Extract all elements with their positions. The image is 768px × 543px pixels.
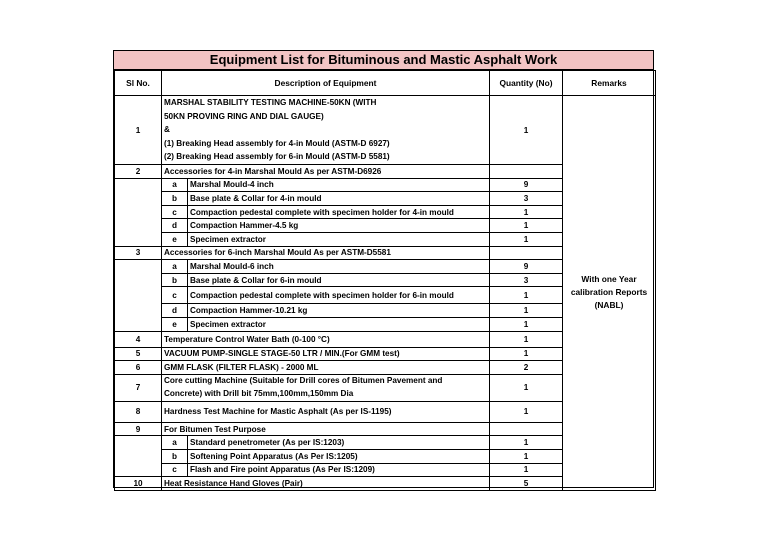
item-quantity <box>490 422 563 436</box>
item-quantity: 1 <box>490 96 563 165</box>
sub-description: Specimen extractor <box>188 232 490 246</box>
sub-letter: b <box>162 192 188 206</box>
desc-line: & <box>164 125 170 135</box>
sl-number: 8 <box>115 401 162 422</box>
sub-description: Base plate & Collar for 4-in mould <box>188 192 490 206</box>
sub-quantity: 1 <box>490 205 563 219</box>
sub-description: Base plate & Collar for 6-in mould <box>188 273 490 287</box>
desc-line: 50KN PROVING RING AND DIAL GAUGE) <box>164 111 324 121</box>
item-description <box>162 96 490 165</box>
table-row <box>115 96 656 165</box>
sub-quantity: 9 <box>490 178 563 192</box>
desc-line: Concrete) with Drill bit 75mm,100mm,150mm Dia <box>164 388 354 398</box>
sub-letter: c <box>162 205 188 219</box>
sub-description: Specimen extractor <box>188 317 490 331</box>
sheet-title: Equipment List for Bituminous and Mastic Asphalt Work <box>114 51 653 70</box>
sl-number: 7 <box>115 374 162 401</box>
sub-letter: e <box>162 317 188 331</box>
sl-number: 9 <box>115 422 162 436</box>
item-description: Temperature Control Water Bath (0-100 °C) <box>162 331 490 347</box>
item-description: Accessories for 4-in Marshal Mould As per ASTM-D6926 <box>162 165 490 179</box>
sl-number: 5 <box>115 347 162 361</box>
equipment-table <box>114 70 656 491</box>
header-row <box>115 71 656 96</box>
sub-letter: a <box>162 436 188 450</box>
item-quantity <box>490 165 563 179</box>
sub-description: Compaction pedestal complete with specimen holder for 6-in mould <box>188 287 490 304</box>
desc-line: (2) Breaking Head assembly for 6-in Mould (ASTM-D 5581) <box>164 152 390 162</box>
desc-line: Core cutting Machine (Suitable for Drill cores of Bitumen Pavement and <box>164 376 443 386</box>
item-description: GMM FLASK (FILTER FLASK) - 2000 ML <box>162 361 490 375</box>
item-description: VACUUM PUMP-SINGLE STAGE-50 LTR / MIN.(For GMM test) <box>162 347 490 361</box>
header-sl-no: Sl No. <box>115 71 162 96</box>
item-quantity: 5 <box>490 477 563 491</box>
sub-description: Standard penetrometer (As per IS:1203) <box>188 436 490 450</box>
header-remarks: Remarks <box>563 71 656 96</box>
item-description: Heat Resistance Hand Gloves (Pair) <box>162 477 490 491</box>
item-quantity: 1 <box>490 401 563 422</box>
item-quantity <box>490 246 563 260</box>
sub-quantity: 1 <box>490 463 563 477</box>
sub-letter: c <box>162 463 188 477</box>
sub-letter: e <box>162 232 188 246</box>
sub-quantity: 9 <box>490 260 563 274</box>
item-description: Hardness Test Machine for Mastic Asphalt (As per IS-1195) <box>162 401 490 422</box>
remarks-cell: With one Year calibration Reports (NABL) <box>563 96 656 491</box>
sub-description: Marshal Mould-4 inch <box>188 178 490 192</box>
sl-spacer <box>115 260 162 331</box>
sl-spacer <box>115 436 162 477</box>
sub-description: Compaction Hammer-10.21 kg <box>188 304 490 318</box>
sl-spacer <box>115 178 162 246</box>
sl-number: 2 <box>115 165 162 179</box>
item-quantity: 2 <box>490 361 563 375</box>
equipment-sheet <box>113 50 654 488</box>
sl-number: 3 <box>115 246 162 260</box>
sub-description: Compaction Hammer-4.5 kg <box>188 219 490 233</box>
sub-quantity: 1 <box>490 436 563 450</box>
sub-letter: d <box>162 219 188 233</box>
desc-line: (1) Breaking Head assembly for 4-in Mould (ASTM-D 6927) <box>164 138 390 148</box>
sub-quantity: 1 <box>490 219 563 233</box>
sub-letter: c <box>162 287 188 304</box>
sub-letter: b <box>162 449 188 463</box>
sub-quantity: 3 <box>490 273 563 287</box>
sl-number: 1 <box>115 96 162 165</box>
item-quantity: 1 <box>490 347 563 361</box>
item-quantity: 1 <box>490 331 563 347</box>
sl-number: 10 <box>115 477 162 491</box>
item-description <box>162 374 490 401</box>
item-quantity: 1 <box>490 374 563 401</box>
sub-description: Softening Point Apparatus (As Per IS:1205) <box>188 449 490 463</box>
sl-number: 6 <box>115 361 162 375</box>
header-quantity: Quantity (No) <box>490 71 563 96</box>
sub-letter: b <box>162 273 188 287</box>
sub-quantity: 1 <box>490 287 563 304</box>
sub-quantity: 1 <box>490 317 563 331</box>
sub-letter: a <box>162 260 188 274</box>
header-description: Description of Equipment <box>162 71 490 96</box>
sub-letter: a <box>162 178 188 192</box>
sub-quantity: 1 <box>490 232 563 246</box>
item-description: Accessories for 6-inch Marshal Mould As per ASTM-D5581 <box>162 246 490 260</box>
desc-line: MARSHAL STABILITY TESTING MACHINE-50KN (WITH <box>164 98 377 108</box>
sl-number: 4 <box>115 331 162 347</box>
sub-quantity: 1 <box>490 304 563 318</box>
sub-quantity: 3 <box>490 192 563 206</box>
sub-description: Flash and Fire point Apparatus (As Per IS:1209) <box>188 463 490 477</box>
sub-description: Marshal Mould-6 inch <box>188 260 490 274</box>
sub-description: Compaction pedestal complete with specimen holder for 4-in mould <box>188 205 490 219</box>
item-description: For Bitumen Test Purpose <box>162 422 490 436</box>
sub-letter: d <box>162 304 188 318</box>
sub-quantity: 1 <box>490 449 563 463</box>
